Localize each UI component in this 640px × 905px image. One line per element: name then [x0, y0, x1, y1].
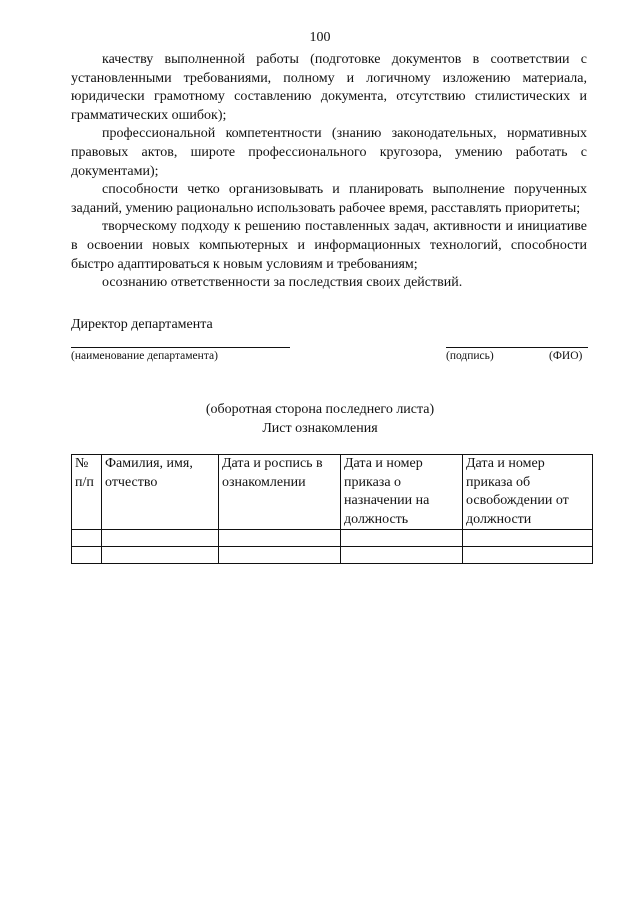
page-number: 100	[309, 30, 331, 45]
sheet-heading	[0, 401, 640, 438]
table-cell[interactable]	[102, 530, 219, 547]
department-caption: (наименование департамента)	[71, 350, 218, 362]
acknowledgement-table	[71, 454, 593, 564]
table-cell[interactable]	[341, 547, 463, 564]
table-cell[interactable]	[219, 547, 341, 564]
table-cell[interactable]	[341, 530, 463, 547]
paragraph-work-quality: качеству выполненной работы (подготовке документов в соответствии с установленными требованиями, полному и логичному изложению материала, юридически грамотному составлению документа, отсутствию стилистических и грамматических ошибок);	[71, 52, 587, 123]
table-cell[interactable]	[72, 547, 102, 564]
table-cell[interactable]	[463, 530, 593, 547]
table-header-row	[72, 455, 593, 530]
signature-line	[446, 347, 588, 348]
paragraph-professional-competence: профессиональной компетентности (знанию законодательных, нормативных правовых актов, широте профессионального кругозора, умению работать с документами);	[71, 126, 587, 179]
table-row	[72, 547, 593, 564]
table-cell[interactable]	[102, 547, 219, 564]
body-text	[71, 51, 587, 293]
header-acknowledgement-date: Дата и роспись в ознакомлении	[219, 455, 341, 530]
paragraph-responsibility: осознанию ответственности за последствия своих действий.	[102, 275, 463, 291]
table-row	[72, 530, 593, 547]
paragraph-organization-skills: способности четко организовывать и планировать выполнение порученных заданий, умению рационально использовать рабочее время, расставлять приоритеты;	[71, 182, 587, 216]
header-dismissal-order: Дата и номер приказа об освобождении от должности	[463, 455, 593, 530]
header-appointment-order: Дата и номер приказа о назначении на должность	[341, 455, 463, 530]
paragraph-creative-approach: творческому подходу к решению поставленных задач, активности и инициативе в освоении новых компьютерных и информационных технологий, способности быстро адаптироваться к новым условиям и требованиям;	[71, 219, 587, 272]
header-number: № п/п	[72, 455, 102, 530]
department-line	[71, 347, 290, 348]
name-caption: (ФИО)	[549, 350, 583, 362]
sheet-title: Лист ознакомления	[262, 420, 378, 436]
table-cell[interactable]	[72, 530, 102, 547]
director-title: Директор департамента	[71, 317, 213, 332]
table-cell[interactable]	[463, 547, 593, 564]
table-cell[interactable]	[219, 530, 341, 547]
header-full-name: Фамилия, имя, отчество	[102, 455, 219, 530]
reverse-side-note: (оборотная сторона последнего листа)	[205, 402, 435, 417]
signature-caption: (подпись)	[446, 350, 494, 362]
